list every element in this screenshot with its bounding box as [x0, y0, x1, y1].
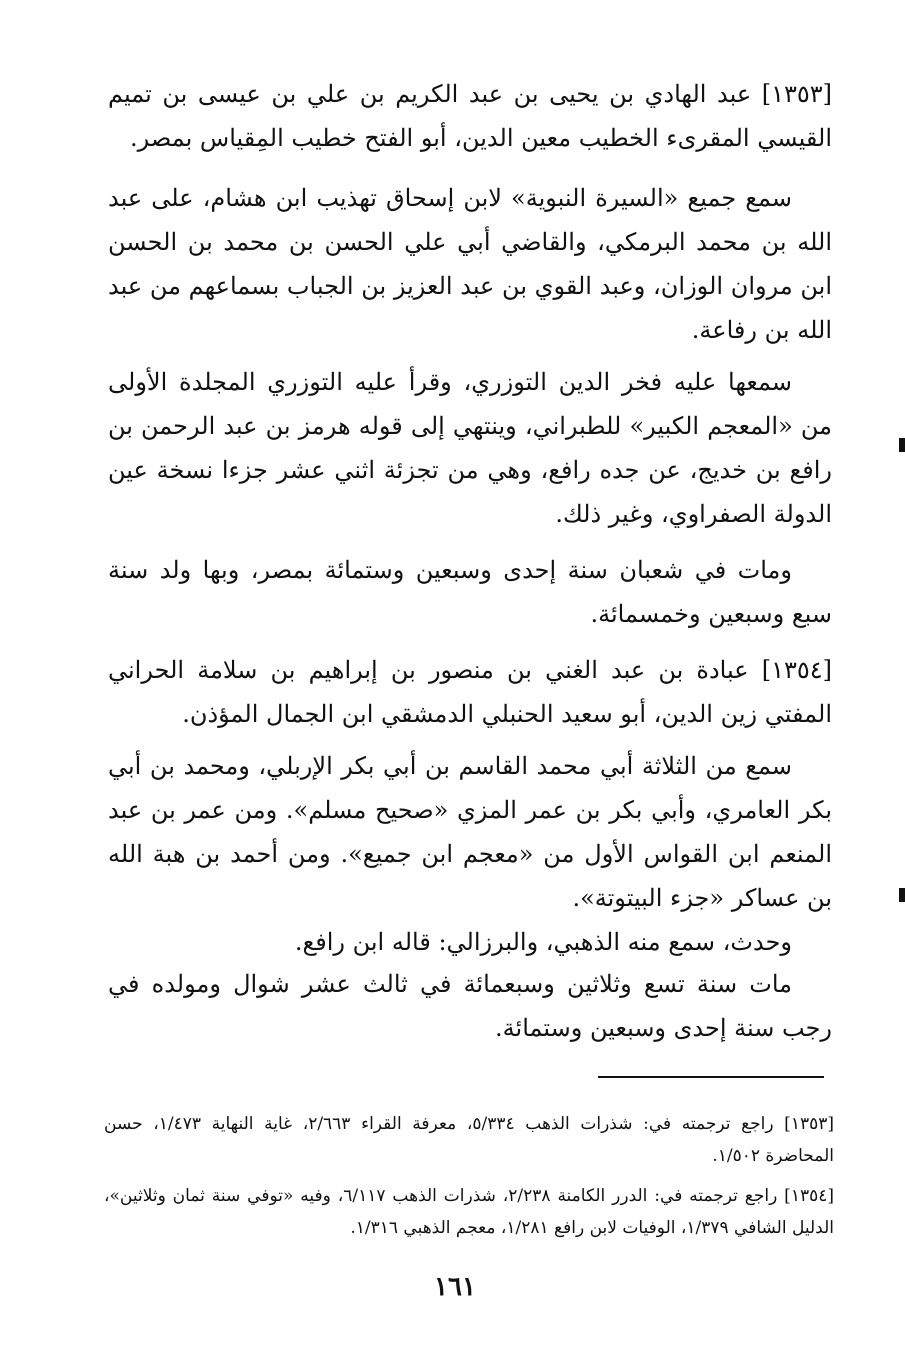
margin-mark	[899, 438, 905, 452]
page-number: ١٦١	[434, 1272, 476, 1302]
footnote-separator	[598, 1076, 824, 1078]
entry-1353-paragraph-2: سمعها عليه فخر الدين التوزري، وقرأ عليه التوزري المجلدة الأولى من «المعجم الكبير» للطبراني، وينتهي إلى قوله هرمز بن عبد الرحمن بن رافع بن خديج، عن جده رافع، وهي من تجزئة اثني عشر جزءا نسخة عين الدولة الصفراوي، وغير ذلك.	[108, 368, 832, 528]
entry-1353-paragraph-3: ومات في شعبان سنة إحدى وسبعين وستمائة بمصر، وبها ولد سنة سبع وسبعين وخمسمائة.	[108, 556, 832, 628]
entry-1354-paragraph-2: وحدث، سمع منه الذهبي، والبرزالي: قاله ابن رافع.	[294, 928, 792, 956]
footnote-1354: [١٣٥٤] راجع ترجمته في: الدرر الكامنة ٢/٢٣٨، شذرات الذهب ٦/١١٧، وفيه «توفي سنة ثمان وثلاثين»، الدليل الشافي ١/٣٧٩، الوفيات لابن رافع ١/٢٨١، معجم الذهبي ١/٣١٦.	[104, 1186, 834, 1238]
entry-1354-paragraph-3: مات سنة تسع وثلاثين وسبعمائة في ثالث عشر شوال ومولده في رجب سنة إحدى وسبعين وستمائة.	[108, 970, 832, 1042]
entry-1354-paragraph-1: سمع من الثلاثة أبي محمد القاسم بن أبي بكر الإربلي، ومحمد بن أبي بكر العامري، وأبي بكر بن عمر المزي «صحيح مسلم». ومن عمر بن عبد المنعم ابن القواس الأول من «معجم ابن جميع». ومن أحمد بن هبة الله بن عساكر «جزء البيتوتة».	[108, 752, 832, 912]
entry-1353-heading: [١٣٥٣] عبد الهادي بن يحيى بن عبد الكريم بن علي بن عيسى بن تميم القيسي المقرىء الخطيب معين الدين، أبو الفتح خطيب المِقياس بمصر.	[108, 80, 832, 152]
entry-1353-paragraph-1: سمع جميع «السيرة النبوية» لابن إسحاق تهذيب ابن هشام، على عبد الله بن محمد البرمكي، والقاضي أبي علي الحسن بن محمد بن الحسن ابن مروان الوزان، وعبد القوي بن عبد العزيز بن الجباب بسماعهم من عبد الله بن رفاعة.	[108, 184, 832, 344]
entry-1354-heading: [١٣٥٤] عبادة بن عبد الغني بن منصور بن إبراهيم بن سلامة الحراني المفتي زين الدين، أبو سعيد الحنبلي الدمشقي ابن الجمال المؤذن.	[108, 656, 832, 728]
footnote-1353: [١٣٥٣] راجع ترجمته في: شذرات الذهب ٥/٣٣٤، معرفة القراء ٢/٦٦٣، غاية النهاية ١/٤٧٣، حسن المحاضرة ١/٥٠٢.	[104, 1114, 834, 1166]
margin-mark	[899, 888, 905, 902]
